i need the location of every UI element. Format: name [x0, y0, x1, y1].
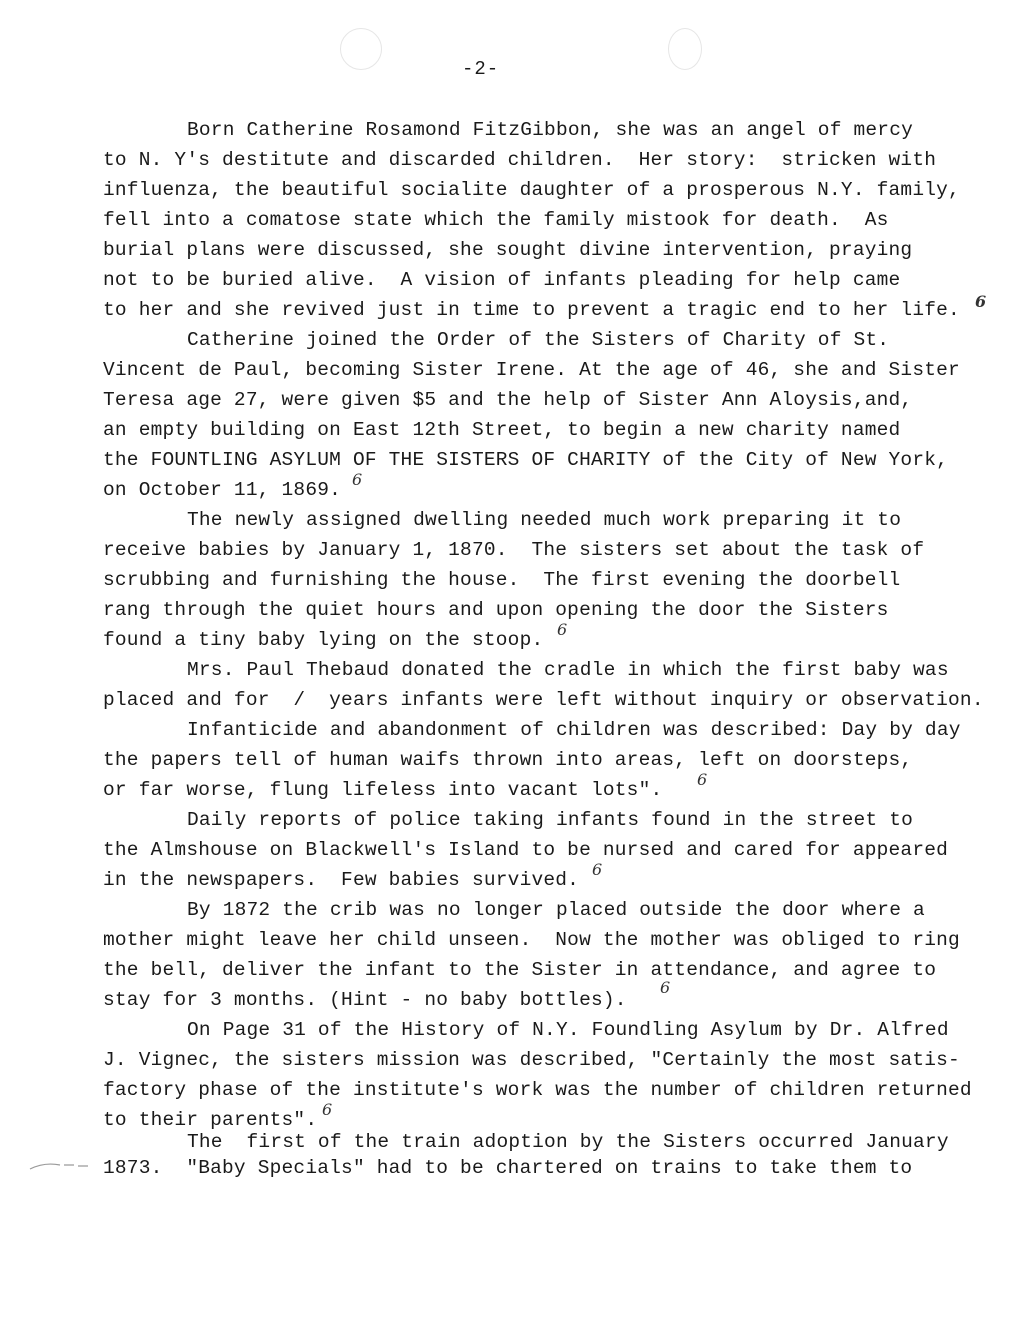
text-line: Infanticide and abandonment of children was described: Day by day — [187, 719, 961, 741]
margin-scribble — [28, 1160, 90, 1172]
text-line: placed and for / years infants were left without inquiry or observation. — [103, 689, 984, 711]
text-line: to her and she revived just in time to prevent a tragic end to her life. — [103, 299, 960, 321]
text-line: or far worse, flung lifeless into vacant lots". — [103, 779, 663, 801]
text-line: an empty building on East 12th Street, to begin a new charity named — [103, 419, 901, 441]
text-line: not to be buried alive. A vision of infants pleading for help came — [103, 269, 901, 291]
text-line: receive babies by January 1, 1870. The sisters set about the task of — [103, 539, 925, 561]
text-line: 1873. "Baby Specials" had to be chartered on trains to take them to — [103, 1157, 913, 1179]
text-line: The first of the train adoption by the Sisters occurred January — [187, 1131, 949, 1153]
text-line: burial plans were discussed, she sought divine intervention, praying — [103, 239, 913, 261]
handwritten-footnote-mark: 6 — [557, 620, 568, 639]
text-line: found a tiny baby lying on the stoop. — [103, 629, 544, 651]
text-line: the Almshouse on Blackwell's Island to be nursed and cared for appeared — [103, 839, 949, 861]
text-line: to N. Y's destitute and discarded children. Her story: stricken with — [103, 149, 937, 171]
text-line: Teresa age 27, were given $5 and the help of Sister Ann Aloysis,and, — [103, 389, 913, 411]
text-line: Mrs. Paul Thebaud donated the cradle in which the first baby was — [187, 659, 949, 681]
text-line: J. Vignec, the sisters mission was described, "Certainly the most satis- — [103, 1049, 960, 1071]
text-line: Born Catherine Rosamond FitzGibbon, she was an angel of mercy — [187, 119, 914, 141]
text-line: The newly assigned dwelling needed much work preparing it to — [187, 509, 902, 531]
text-line: factory phase of the institute's work was the number of children returned — [103, 1079, 972, 1101]
text-line: mother might leave her child unseen. Now the mother was obliged to ring — [103, 929, 960, 951]
text-line: stay for 3 months. (Hint - no baby bottles). — [103, 989, 627, 1011]
text-line: Vincent de Paul, becoming Sister Irene. At the age of 46, she and Sister — [103, 359, 960, 381]
text-line: Daily reports of police taking infants found in the street to — [187, 809, 914, 831]
text-line: to their parents". — [103, 1109, 318, 1131]
text-line: in the newspapers. Few babies survived. — [103, 869, 580, 891]
text-line: the FOUNTLING ASYLUM OF THE SISTERS OF CHARITY of the City of New York, — [103, 449, 949, 471]
text-line: on October 11, 1869. — [103, 479, 342, 501]
text-line: scrubbing and furnishing the house. The first evening the doorbell — [103, 569, 901, 591]
handwritten-footnote-mark: 6 — [975, 292, 987, 311]
text-line: influenza, the beautiful socialite daughter of a prosperous N.Y. family, — [103, 179, 960, 201]
text-line: rang through the quiet hours and upon opening the door the Sisters — [103, 599, 889, 621]
text-line: By 1872 the crib was no longer placed outside the door where a — [187, 899, 925, 921]
text-line: fell into a comatose state which the family mistook for death. As — [103, 209, 889, 231]
handwritten-footnote-mark: 6 — [322, 1100, 333, 1119]
text-line: the bell, deliver the infant to the Sister in attendance, and agree to — [103, 959, 937, 981]
handwritten-footnote-mark: 6 — [592, 860, 603, 879]
text-line: On Page 31 of the History of N.Y. Foundling Asylum by Dr. Alfred — [187, 1019, 949, 1041]
text-line: Catherine joined the Order of the Sisters of Charity of St. — [187, 329, 890, 351]
text-line: the papers tell of human waifs thrown into areas, left on doorsteps, — [103, 749, 913, 771]
handwritten-footnote-mark: 6 — [352, 470, 363, 489]
page-number: -2- — [462, 58, 500, 80]
handwritten-footnote-mark: 6 — [697, 770, 708, 789]
handwritten-footnote-mark: 6 — [660, 978, 671, 997]
